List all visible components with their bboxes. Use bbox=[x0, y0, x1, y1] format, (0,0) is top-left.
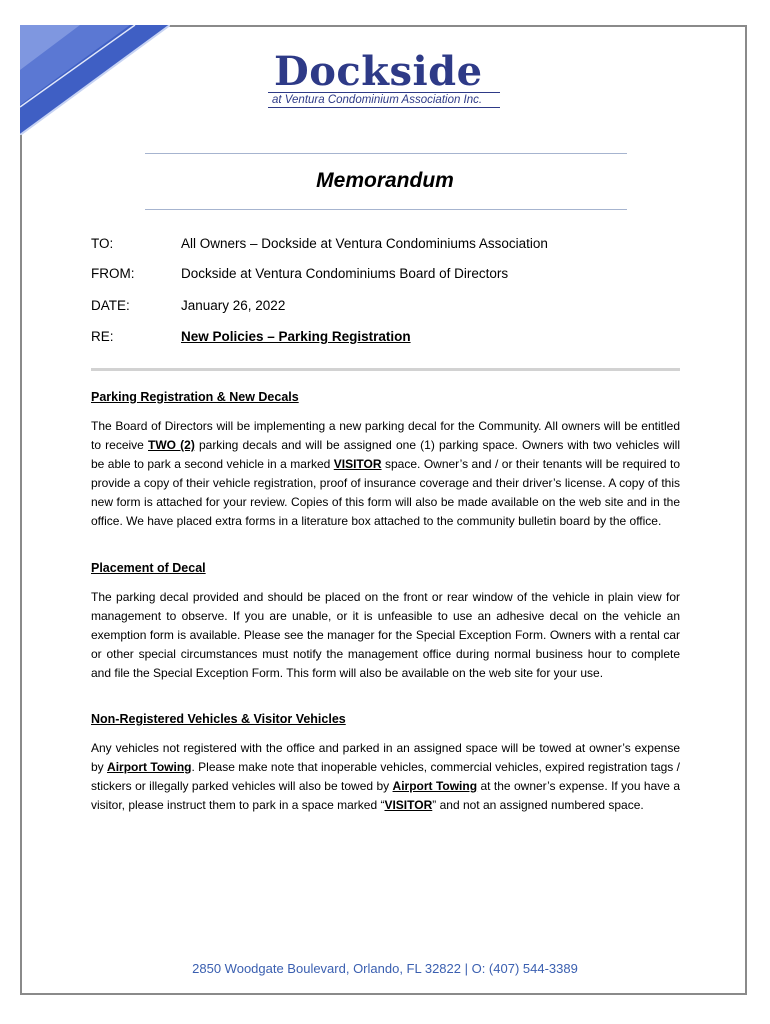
paragraph-non-registered bbox=[91, 739, 680, 815]
re-label: RE: bbox=[91, 329, 114, 344]
emphasis-visitor: VISITOR bbox=[333, 457, 382, 471]
section-heading-registration: Parking Registration & New Decals bbox=[91, 390, 299, 404]
emphasis-airport-towing: Airport Towing bbox=[107, 760, 192, 774]
emphasis-airport-towing: Airport Towing bbox=[392, 779, 478, 793]
paragraph-placement: The parking decal provided and should be placed on the front or rear window of the vehicle in plain view for management to observe. If you are unable, or it is unfeasible to use an adhesive decal on the vehicle an exemption form is available. Please see the manager for the Special Exception Form. Owners with a rental car or other special circumstances must notify the management office during normal business hour to complete and file the Special Exception Form. This form will also be available on the web site for your use. bbox=[91, 590, 680, 680]
emphasis-two: TWO (2) bbox=[148, 438, 195, 452]
title-rule-top bbox=[145, 153, 627, 154]
date-value: January 26, 2022 bbox=[181, 298, 286, 313]
emphasis-visitor: VISITOR bbox=[384, 798, 433, 812]
paragraph-registration bbox=[91, 417, 680, 531]
to-label: TO: bbox=[91, 236, 114, 251]
footer-address: 2850 Woodgate Boulevard, Orlando, FL 32822 | O: (407) 544-3389 bbox=[192, 961, 578, 976]
dockside-logo bbox=[268, 50, 508, 112]
text-run: at the owner’s expense. If you have a visitor, please instruct them to park in a space marked “ bbox=[91, 779, 681, 812]
logo-subtitle: at Ventura Condominium Association Inc. bbox=[268, 92, 500, 108]
text-run: parking decals and will be assigned one (1) parking space. Owners with two vehicles will be able to park a second vehicle in a marked bbox=[91, 438, 680, 471]
logo-title: Dockside bbox=[274, 48, 483, 95]
text-run: space. Owner’s and / or their tenants will be required to provide a copy of their vehicle registration, proof of insurance coverage and their driver’s license. A copy of this new form is attached for your review. Copies of this form will also be made available on the web site and in the office. We have placed extra forms in a literature box attached to the community bulletin board by the office. bbox=[91, 457, 680, 528]
from-label: FROM: bbox=[91, 266, 135, 281]
to-value: All Owners – Dockside at Ventura Condominiums Association bbox=[181, 236, 548, 251]
re-value: New Policies – Parking Registration bbox=[181, 329, 411, 344]
text-run: . Please make note that inoperable vehicles, commercial vehicles, expired registration tags / stickers or illegally parked vehicles will also be towed by bbox=[91, 760, 680, 793]
section-heading-non-registered: Non-Registered Vehicles & Visitor Vehicles bbox=[91, 712, 346, 726]
date-label: DATE: bbox=[91, 298, 130, 313]
from-value: Dockside at Ventura Condominiums Board of Directors bbox=[181, 266, 509, 281]
section-heading-placement: Placement of Decal bbox=[91, 561, 206, 575]
header-divider bbox=[91, 368, 680, 371]
text-run: Any vehicles not registered with the office and parked in an assigned space will be towed at owner’s expense by bbox=[91, 741, 680, 774]
corner-decoration bbox=[20, 25, 170, 135]
title-rule-bottom bbox=[145, 209, 627, 210]
text-run: ” and not an assigned numbered space. bbox=[432, 798, 644, 812]
memo-title: Memorandum bbox=[316, 169, 454, 192]
text-run: The Board of Directors will be implementing a new parking decal for the Community. All owners will be entitled to receive bbox=[91, 419, 680, 452]
